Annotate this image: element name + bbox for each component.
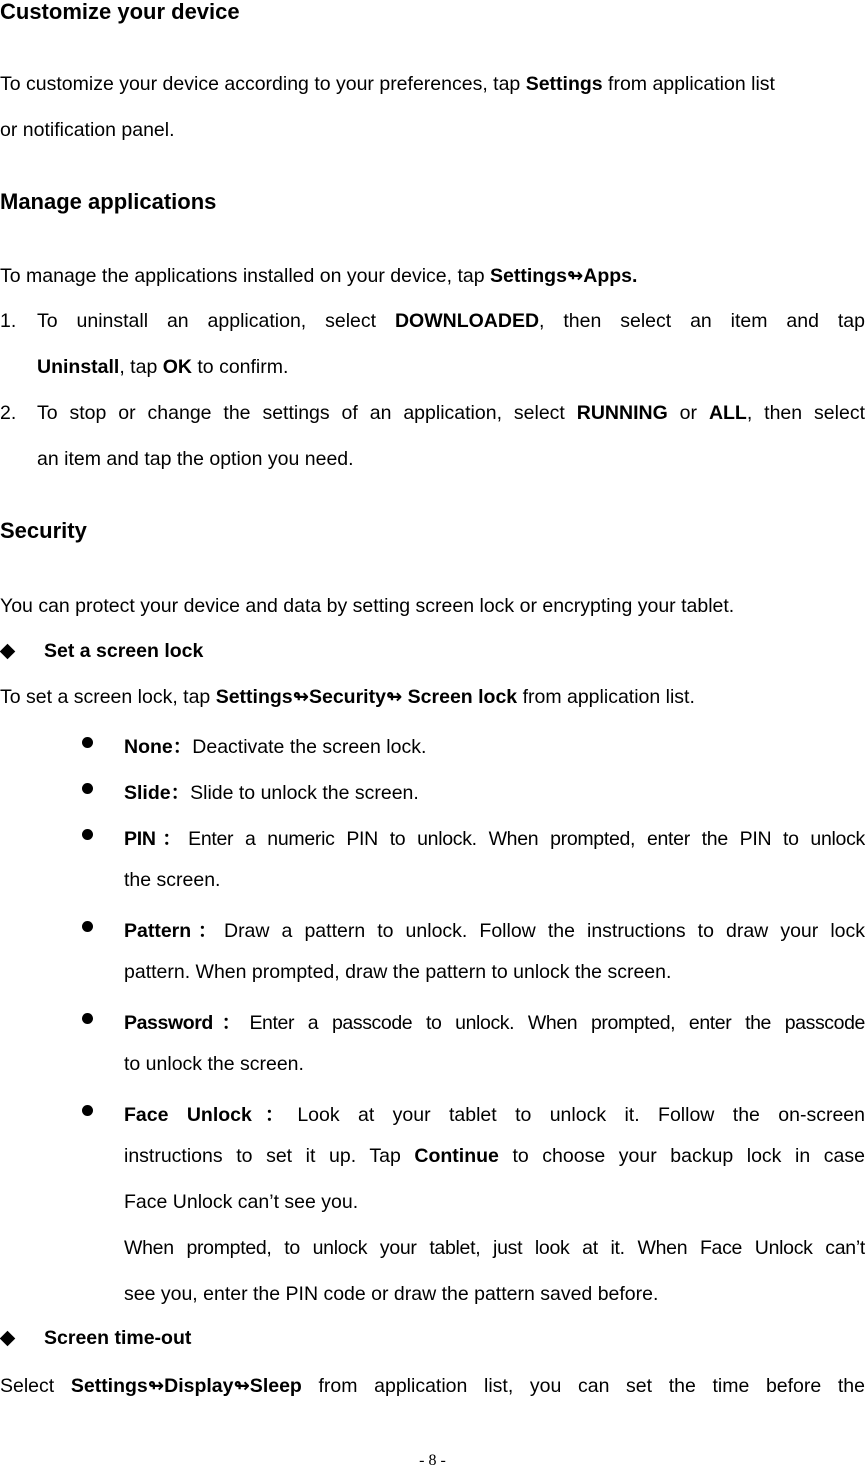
heading-manage-applications: Manage applications (0, 189, 217, 214)
manage-item-1-line1 (37, 310, 865, 333)
option-pin-line2: the screen. (124, 869, 221, 891)
diamond-bullet-icon (0, 644, 15, 660)
item-text: or (667, 402, 709, 424)
option-pattern-line2: pattern. When prompted, draw the pattern to unlock the screen. (124, 961, 672, 983)
page-number: - 8 - (419, 1452, 446, 1469)
option-pattern-line1 (124, 915, 865, 943)
bullet-dot-icon (82, 1013, 93, 1024)
option-face-unlock-line1 (124, 1099, 865, 1127)
manage-item-2-line2: an item and tap the option you need. (37, 448, 354, 470)
item-text: to confirm. (191, 356, 289, 378)
customize-paragraph-line2: or notification panel. (0, 119, 175, 141)
timeout-text: from application list, you can set the time before the (301, 1375, 865, 1397)
heading-security: Security (0, 518, 87, 543)
customize-text: To customize your device according to your preferences, tap (0, 73, 526, 95)
item-text: , tap (119, 356, 163, 378)
option-label: PIN： (124, 828, 189, 850)
subheading-set-screen-lock: Set a screen lock (44, 640, 204, 662)
screen-lock-intro (0, 685, 695, 709)
bullet-dot-icon (82, 737, 93, 748)
option-text: When prompted, to unlock your tablet, just look at it. When Face Unlock can’t (124, 1237, 865, 1259)
item-text: , then select (746, 402, 865, 424)
option-none (124, 731, 426, 759)
option-face-unlock-line4 (124, 1237, 865, 1260)
option-text: Slide to unlock the screen. (190, 782, 419, 804)
option-password-line2: to unlock the screen. (124, 1053, 304, 1075)
heading-customize-device: Customize your device (0, 0, 240, 24)
option-face-unlock-line2 (124, 1145, 865, 1168)
security-intro: You can protect your device and data by setting screen lock or encrypting your tablet. (0, 595, 735, 617)
downloaded-term: DOWNLOADED (394, 310, 540, 332)
settings-apps-path: Settings↬Apps. (489, 265, 638, 287)
option-text: Enter a passcode to unlock. When prompted, enter the passcode (249, 1012, 865, 1034)
diamond-bullet-icon (0, 1331, 15, 1347)
option-label: Password： (124, 1012, 250, 1034)
manage-intro (0, 264, 637, 288)
list-number: 2. (0, 402, 17, 424)
bullet-dot-icon (82, 829, 93, 840)
uninstall-term: Uninstall (37, 356, 120, 378)
subheading-screen-timeout: Screen time-out (44, 1327, 192, 1349)
item-text: To uninstall an application, select (37, 310, 395, 332)
list-number: 1. (0, 310, 17, 332)
option-password-line1 (124, 1007, 865, 1035)
option-text: Enter a numeric PIN to unlock. When prompted, enter the PIN to unlock (188, 828, 865, 850)
customize-text: from application list (602, 73, 775, 95)
continue-term: Continue (414, 1145, 499, 1167)
screen-timeout-line (0, 1374, 865, 1398)
option-label: Pattern： (124, 920, 224, 942)
option-face-unlock-line3: Face Unlock can’t see you. (124, 1191, 359, 1213)
item-text: To stop or change the settings of an application, select (37, 402, 577, 424)
item-text: , then select an item and tap (539, 310, 865, 332)
option-label: None： (124, 736, 193, 758)
option-text: Deactivate the screen lock. (192, 736, 427, 758)
bullet-dot-icon (82, 783, 93, 794)
option-slide (124, 777, 419, 805)
option-text: Draw a pattern to unlock. Follow the instructions to draw your lock (223, 920, 865, 942)
intro-text: from application list. (517, 686, 695, 708)
option-text: to choose your backup lock in case (498, 1145, 865, 1167)
manage-item-1-line2 (37, 356, 288, 379)
bullet-dot-icon (82, 921, 93, 932)
option-text: instructions to set it up. Tap (124, 1145, 415, 1167)
all-term: ALL (708, 402, 747, 424)
settings-security-path: Settings↬Security↬ Screen lock (215, 686, 518, 708)
settings-term: Settings (525, 73, 603, 95)
option-label: Face Unlock： (124, 1104, 298, 1126)
option-face-unlock-line5: see you, enter the PIN code or draw the pattern saved before. (124, 1283, 659, 1305)
ok-term: OK (162, 356, 192, 378)
customize-paragraph-line1 (0, 73, 865, 96)
manage-item-2-line1 (37, 402, 865, 425)
option-label: Slide： (124, 782, 191, 804)
option-pin-line1 (124, 823, 865, 851)
timeout-text: Select (0, 1375, 71, 1397)
running-term: RUNNING (576, 402, 668, 424)
bullet-dot-icon (82, 1105, 93, 1116)
manage-intro-text: To manage the applications installed on your device, tap (0, 265, 490, 287)
intro-text: To set a screen lock, tap (0, 686, 216, 708)
settings-display-sleep-path: Settings↬Display↬Sleep (70, 1375, 302, 1397)
option-text: Look at your tablet to unlock it. Follow the on-screen (297, 1104, 865, 1126)
